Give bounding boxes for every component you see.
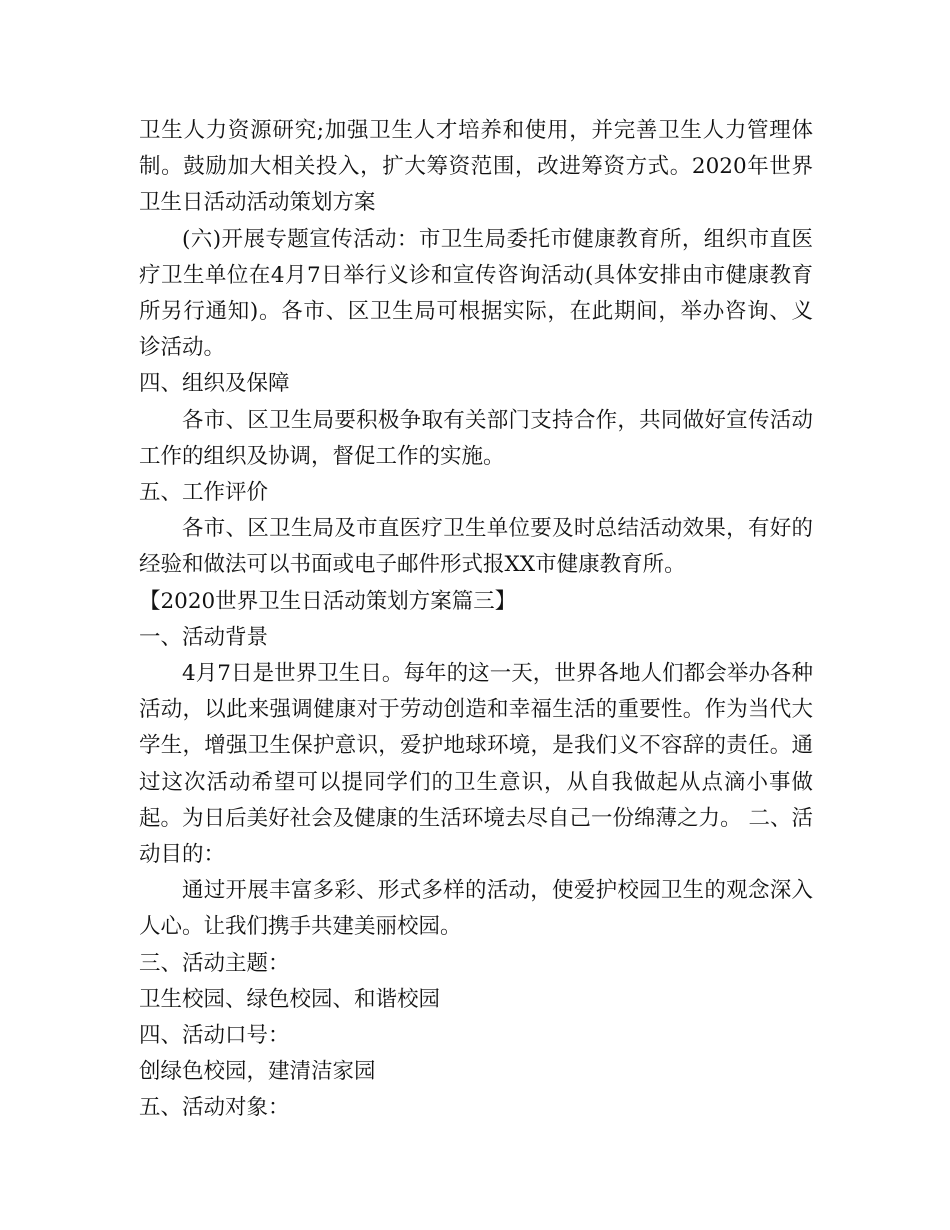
chapter-title: 【2020世界卫生日活动策划方案篇三】 [139,588,517,614]
paragraph-6: 通过开展丰富多彩、形式多样的活动，使爱护校园卫生的观念深入人心。让我们携手共建美丽校园。 [139,878,813,940]
slogan-line: 创绿色校园，建清洁家园 [139,1059,376,1085]
document-body [139,113,813,1127]
paragraph-3: 各市、区卫生局要积极争取有关部门支持合作，共同做好宣传活动工作的组织及协调，督促工作的实施。 [139,407,813,469]
paragraph-5: 4月7日是世界卫生日。每年的这一天，世界各地人们都会举办各种活动，以此来强调健康对于劳动创造和幸福生活的重要性。作为当代大学生，增强卫生保护意识，爱护地球环境，是我们义不容辞的责任。通过这次活动希望可以提同学们的卫生意识，从自我做起从点滴小事做起。为日后美好社会及健康的生活环境去尽自己一份绵薄之力。 二、活动目的： [139,661,813,868]
section-heading-4: 四、组织及保障 [139,371,290,397]
section-heading-1: 一、活动背景 [139,624,269,650]
section-heading-5b: 五、活动对象： [139,1095,290,1121]
paragraph-4: 各市、区卫生局及市直医疗卫生单位要及时总结活动效果，有好的经验和做法可以书面或电子邮件形式报XX市健康教育所。 [139,516,813,578]
paragraph-2: (六)开展专题宣传活动：市卫生局委托市健康教育所，组织市直医疗卫生单位在4月7日举行义诊和宣传咨询活动(具体安排由市健康教育所另行通知)。各市、区卫生局可根据实际，在此期间，举办咨询、义诊活动。 [139,226,813,361]
paragraph-1: 卫生人力资源研究;加强卫生人才培养和使用，并完善卫生人力管理体制。鼓励加大相关投入，扩大筹资范围，改进筹资方式。2020年世界卫生日活动活动策划方案 [139,118,813,216]
section-heading-3: 三、活动主题： [139,950,290,976]
section-heading-5: 五、工作评价 [139,480,269,506]
theme-line: 卫生校园、绿色校园、和谐校园 [139,986,441,1012]
section-heading-4b: 四、活动口号： [139,1023,290,1049]
